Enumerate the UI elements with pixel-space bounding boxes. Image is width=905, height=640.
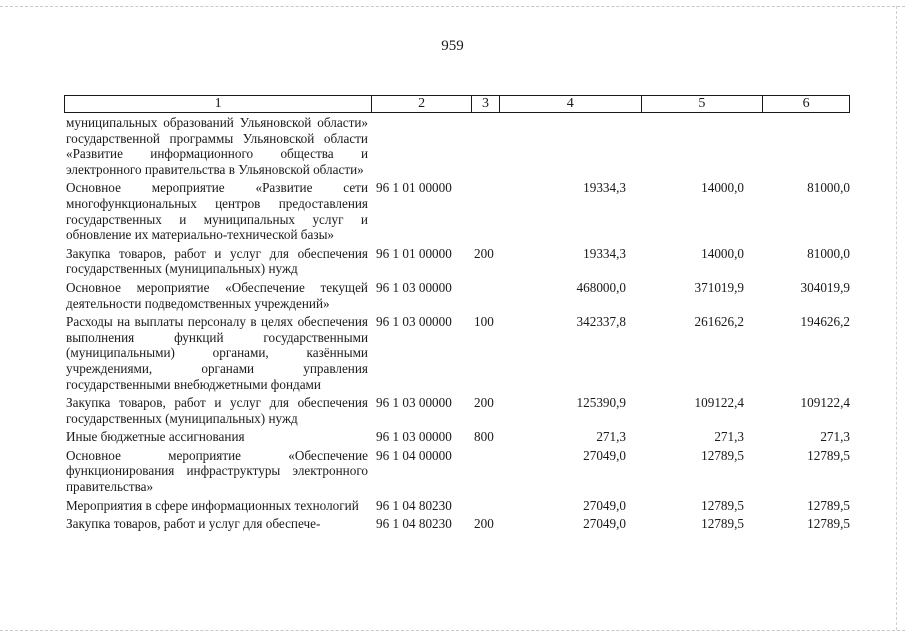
table-row [66, 448, 856, 495]
row-code [368, 115, 474, 177]
row-value-4: 27049,0 [583, 447, 626, 463]
row-code: 96 1 03 00000 [376, 429, 452, 445]
header-col-2: 2 [372, 96, 472, 112]
row-value-4: 125390,9 [576, 395, 626, 411]
row-name: Основное мероприятие «Обеспечение текущей деятельности подведомственных учреждений» [66, 279, 368, 311]
table-header-row [64, 95, 850, 113]
page-number: 959 [441, 38, 464, 54]
row-value-6: 12789,5 [807, 497, 850, 513]
row-name: Закупка товаров, работ и услуг для обеспечения государственных (муниципальных) нужд [66, 245, 368, 277]
row-type [474, 448, 508, 495]
row-value-6: 271,3 [820, 429, 850, 445]
header-col-5: 5 [642, 96, 764, 112]
row-value-4: 271,3 [596, 429, 626, 445]
table-row [66, 429, 856, 445]
table-row [66, 314, 856, 392]
row-name: Основное мероприятие «Обеспечение функционирования инфраструктуры электронного правительства» [66, 447, 368, 495]
row-name: Основное мероприятие «Развитие сети многофункциональных центров предоставления государственных и муниципальных услуг и обновление их материально-технической базы» [66, 180, 368, 243]
scan-edge-top [0, 6, 905, 8]
row-value-5: 14000,0 [701, 180, 744, 196]
row-value-5: 12789,5 [701, 497, 744, 513]
row-name: Иные бюджетные ассигнования [66, 429, 245, 445]
row-value-4 [508, 115, 626, 177]
row-code: 96 1 04 80230 [376, 497, 452, 513]
table-row [66, 180, 856, 242]
row-value-4: 19334,3 [583, 180, 626, 196]
table-row [66, 395, 856, 426]
row-value-6: 81000,0 [807, 245, 850, 261]
scan-edge-bottom [0, 630, 905, 632]
row-value-4: 27049,0 [583, 497, 626, 513]
row-value-6: 81000,0 [807, 180, 850, 196]
row-value-4: 468000,0 [576, 279, 626, 295]
row-code: 96 1 04 00000 [376, 447, 452, 463]
row-type [474, 498, 508, 514]
row-value-5: 12789,5 [701, 516, 744, 532]
row-value-4: 19334,3 [583, 245, 626, 261]
row-value-5: 271,3 [714, 429, 744, 445]
row-name: Мероприятия в сфере информационных технологий [66, 497, 359, 513]
row-type [474, 115, 508, 177]
row-code: 96 1 03 00000 [376, 395, 452, 411]
row-value-6: 304019,9 [800, 279, 850, 295]
row-code: 96 1 01 00000 [376, 245, 452, 261]
row-value-5: 371019,9 [694, 279, 744, 295]
table-row [66, 246, 856, 277]
table-body [66, 115, 856, 535]
scan-edge-right [896, 6, 898, 630]
header-col-1: 1 [65, 96, 372, 112]
row-value-5: 261626,2 [694, 314, 744, 330]
row-name: муниципальных образований Ульяновской области» государственной программы Ульяновской области «Развитие информационного общества и электронного правительства в Ульяновской области» [66, 115, 368, 177]
table-row [66, 115, 856, 177]
header-col-3: 3 [472, 96, 500, 112]
row-type: 200 [474, 516, 494, 532]
row-name: Закупка товаров, работ и услуг для обеспечения государственных (муниципальных) нужд [66, 395, 368, 426]
row-value-5 [626, 115, 744, 177]
row-value-5: 14000,0 [701, 245, 744, 261]
row-code: 96 1 03 00000 [376, 314, 452, 330]
table-row [66, 516, 856, 532]
row-value-6: 12789,5 [807, 516, 850, 532]
row-value-4: 27049,0 [583, 516, 626, 532]
row-value-6: 12789,5 [807, 447, 850, 463]
row-type [474, 280, 508, 311]
row-name: Закупка товаров, работ и услуг для обеспече- [66, 516, 321, 532]
table-row [66, 280, 856, 311]
row-type: 100 [474, 314, 494, 330]
table-row [66, 498, 856, 514]
row-value-5: 109122,4 [694, 395, 744, 411]
row-value-4: 342337,8 [576, 314, 626, 330]
row-value-6: 194626,2 [800, 314, 850, 330]
row-value-6: 109122,4 [800, 395, 850, 411]
row-name: Расходы на выплаты персоналу в целях обеспечения выполнения функций государственными (муниципальными) органами, казёнными учреждениями, органами управления государственными внебюджетными фондами [66, 314, 368, 392]
row-type [474, 180, 508, 242]
row-code: 96 1 04 80230 [376, 516, 452, 532]
row-code: 96 1 03 00000 [376, 279, 452, 295]
header-col-6: 6 [802, 96, 810, 111]
row-type: 200 [474, 245, 494, 261]
row-type: 800 [474, 429, 494, 445]
row-value-5: 12789,5 [701, 447, 744, 463]
row-type: 200 [474, 395, 494, 411]
row-code: 96 1 01 00000 [376, 180, 452, 196]
header-col-4: 4 [500, 96, 642, 112]
row-value-6 [744, 115, 850, 177]
